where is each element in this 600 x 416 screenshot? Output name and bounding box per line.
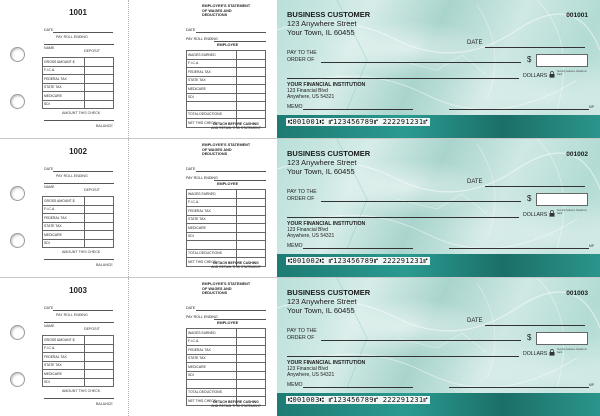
- dollar-sign: $: [527, 333, 532, 342]
- statement-row-label: NET THIS CHECK: [187, 397, 237, 406]
- binder-hole: [10, 47, 25, 62]
- stub-row-label: F.I.C.A.: [43, 344, 85, 353]
- check-number: 001003: [566, 290, 588, 297]
- stub-row-value[interactable]: [85, 231, 114, 240]
- statement-date-label: DATE: [186, 28, 196, 32]
- binder-hole: [10, 372, 25, 387]
- company-name: BUSINESS CUSTOMER: [287, 288, 371, 297]
- statement-row-label: MEDICARE: [187, 85, 237, 94]
- stub-row-label: F.I.C.A.: [43, 205, 85, 214]
- statement-row-value[interactable]: [237, 110, 266, 119]
- stub-row-label: FEDERAL TAX: [43, 353, 85, 362]
- stub-row-label: FEDERAL TAX: [43, 75, 85, 84]
- statement-row-label: TOTAL DEDUCTIONS: [187, 388, 237, 397]
- stub-balance-label: BALANCE: [96, 402, 113, 406]
- pay-to-label: [287, 189, 317, 202]
- memo-label: MEMO: [287, 104, 303, 110]
- statement-row: [187, 198, 266, 207]
- signature-field[interactable]: [449, 387, 589, 388]
- stub-date-label: DATE: [44, 167, 54, 171]
- check-number: 001001: [566, 12, 588, 19]
- stub-row: [43, 239, 114, 248]
- stub-row: [43, 231, 114, 240]
- statement-row: [187, 241, 266, 250]
- stub-row: [43, 83, 114, 92]
- stub-number: 1003: [69, 286, 87, 295]
- mp-label: MP: [589, 105, 595, 109]
- payee-field[interactable]: [321, 340, 521, 341]
- amount-field[interactable]: [536, 193, 588, 206]
- stub-row-value[interactable]: [85, 58, 114, 67]
- statement-row-label: F.I.C.A.: [187, 59, 237, 68]
- amount-words-field[interactable]: [287, 78, 519, 79]
- stub-row-label: STATE TAX: [43, 361, 85, 370]
- bank-name: YOUR FINANCIAL INSTITUTION: [287, 82, 366, 88]
- statement-row: [187, 232, 266, 241]
- mp-label: MP: [589, 383, 595, 387]
- divider: [128, 0, 129, 138]
- memo-field[interactable]: [303, 109, 413, 110]
- statement-row: [187, 388, 266, 397]
- statement-employee-label: EMPLOYEE: [217, 182, 239, 186]
- stub-deposit-label: DEPOSIT: [84, 327, 100, 331]
- statement-row: [187, 102, 266, 111]
- statement-pay-roll-label: PAY ROLL ENDING: [186, 37, 218, 41]
- company-address-line2: Your Town, IL 60455: [287, 306, 355, 315]
- bank-address-line1: 123 Financial Blvd: [287, 88, 328, 94]
- statement-row-label: STATE TAX: [187, 76, 237, 85]
- signature-field[interactable]: [449, 109, 589, 110]
- statement-title: EMPLOYEE'S STATEMENT OF WAGES AND DEDUCTIONS: [202, 4, 251, 17]
- statement-row-label: SDI: [187, 371, 237, 380]
- statement-row-label: SDI: [187, 93, 237, 102]
- stub-row-value[interactable]: [85, 370, 114, 379]
- stub-table: [42, 335, 114, 387]
- detach-line2: AND RETAIN THIS STATEMENT: [211, 404, 261, 408]
- micr-line: ⑆001003⑆ ⑈123456789⑈ 222291231⑈: [288, 396, 428, 404]
- statement-date-label: DATE: [186, 306, 196, 310]
- security-features-text: Security features. Details on back.: [557, 70, 587, 76]
- stub-row-value[interactable]: [85, 336, 114, 345]
- check-row: [0, 139, 600, 277]
- statement-row-label: [187, 241, 237, 250]
- mp-label: MP: [589, 244, 595, 248]
- company-address-line2: Your Town, IL 60455: [287, 28, 355, 37]
- stub-row-value[interactable]: [85, 222, 114, 231]
- statement-title: EMPLOYEE'S STATEMENT OF WAGES AND DEDUCTIONS: [202, 143, 251, 156]
- stub-deposit-label: DEPOSIT: [84, 49, 100, 53]
- stub-row: [43, 205, 114, 214]
- statement-row-value[interactable]: [237, 337, 266, 346]
- statement-row-label: MEDICARE: [187, 363, 237, 372]
- pay-to-label: [287, 50, 317, 63]
- dollars-label: DOLLARS: [523, 73, 548, 79]
- detach-note: [206, 261, 266, 269]
- stub-table: [42, 57, 114, 109]
- stub-row-value[interactable]: [85, 75, 114, 84]
- statement-row-value[interactable]: [237, 68, 266, 77]
- company-address-line1: 123 Anywhere Street: [287, 297, 357, 306]
- stub-row-label: STATE TAX: [43, 83, 85, 92]
- statement-row: [187, 346, 266, 355]
- padlock-icon: [549, 349, 555, 356]
- statement-row-label: WAGES EARNED: [187, 190, 237, 199]
- stub-number: 1001: [69, 8, 87, 17]
- statement-row: [187, 76, 266, 85]
- stub-row: [43, 66, 114, 75]
- statement-row-value[interactable]: [237, 354, 266, 363]
- stub-row: [43, 353, 114, 362]
- dollar-sign: $: [527, 55, 532, 64]
- statement-row: [187, 68, 266, 77]
- statement-row-label: FEDERAL TAX: [187, 68, 237, 77]
- memo-label: MEMO: [287, 382, 303, 388]
- bank-address-line2: Anywhere, US 54321: [287, 372, 335, 378]
- divider: [128, 139, 129, 277]
- register-stub: [38, 0, 118, 138]
- pay-to-line2: ORDER OF: [287, 195, 315, 202]
- statement-row-value[interactable]: [237, 371, 266, 380]
- statement-row-value[interactable]: [237, 51, 266, 60]
- statement-row-value[interactable]: [237, 249, 266, 258]
- stub-row-value[interactable]: [85, 92, 114, 101]
- security-features-text: Security features. Details on back.: [557, 348, 587, 354]
- bank-address-line2: Anywhere, US 54321: [287, 94, 335, 100]
- payee-field[interactable]: [321, 201, 521, 202]
- statement-row-value[interactable]: [237, 85, 266, 94]
- statement-employee-label: EMPLOYEE: [217, 43, 239, 47]
- stub-row-value[interactable]: [85, 239, 114, 248]
- statement-row-label: [187, 102, 237, 111]
- dollars-label: DOLLARS: [523, 212, 548, 218]
- statement-row: [187, 337, 266, 346]
- check: [277, 139, 600, 277]
- stub-row: [43, 197, 114, 206]
- statement-row-value[interactable]: [237, 329, 266, 338]
- stub-row-value[interactable]: [85, 205, 114, 214]
- stub-row-value[interactable]: [85, 361, 114, 370]
- detach-note: [206, 122, 266, 130]
- statement-row: [187, 85, 266, 94]
- stub-balance-label: BALANCE: [96, 124, 113, 128]
- stub-row-label: F.I.C.A.: [43, 66, 85, 75]
- statement-row: [187, 207, 266, 216]
- stub-row-value[interactable]: [85, 83, 114, 92]
- stub-row: [43, 100, 114, 109]
- statement-row-label: F.I.C.A.: [187, 198, 237, 207]
- memo-field[interactable]: [303, 387, 413, 388]
- statement-row: [187, 354, 266, 363]
- company-name: BUSINESS CUSTOMER: [287, 149, 371, 158]
- check-row: [0, 0, 600, 138]
- bank-address-line2: Anywhere, US 54321: [287, 233, 335, 239]
- statement-row: [187, 59, 266, 68]
- stub-pay-roll-ending-label: PAY ROLL ENDING: [56, 35, 88, 39]
- register-stub: [38, 278, 118, 416]
- bank-address-line1: 123 Financial Blvd: [287, 227, 328, 233]
- security-features-text: Security features. Details on back.: [557, 209, 587, 215]
- pay-to-line2: ORDER OF: [287, 56, 315, 63]
- micr-line: ⑆001001⑆ ⑈123456789⑈ 222291231⑈: [288, 118, 428, 126]
- statement-row: [187, 51, 266, 60]
- wage-statement: [182, 139, 268, 277]
- statement-row-value[interactable]: [237, 207, 266, 216]
- stub-row: [43, 92, 114, 101]
- stub-balance-label: BALANCE: [96, 263, 113, 267]
- stub-row-value[interactable]: [85, 353, 114, 362]
- statement-row-label: WAGES EARNED: [187, 329, 237, 338]
- wage-statement: [182, 278, 268, 416]
- stub-row-label: STATE TAX: [43, 222, 85, 231]
- stub-amount-label: AMOUNT THIS CHECK: [62, 250, 101, 254]
- stub-row-label: SDI: [43, 100, 85, 109]
- memo-label: MEMO: [287, 243, 303, 249]
- statement-row-label: TOTAL DEDUCTIONS: [187, 110, 237, 119]
- pay-to-line1: PAY TO THE: [287, 189, 317, 195]
- date-field[interactable]: [485, 47, 585, 48]
- stub-row: [43, 336, 114, 345]
- date-label: DATE: [467, 40, 483, 46]
- bank-address-line1: 123 Financial Blvd: [287, 366, 328, 372]
- stub-row-label: MEDICARE: [43, 370, 85, 379]
- statement-row-label: STATE TAX: [187, 354, 237, 363]
- statement-date-label: DATE: [186, 167, 196, 171]
- stub-amount-label: AMOUNT THIS CHECK: [62, 389, 101, 393]
- stub-row-label: FEDERAL TAX: [43, 214, 85, 223]
- pay-to-line1: PAY TO THE: [287, 328, 317, 334]
- payee-field[interactable]: [321, 62, 521, 63]
- statement-row-value[interactable]: [237, 59, 266, 68]
- statement-row-value[interactable]: [237, 232, 266, 241]
- statement-row-value[interactable]: [237, 224, 266, 233]
- company-name: BUSINESS CUSTOMER: [287, 10, 371, 19]
- statement-row-value[interactable]: [237, 388, 266, 397]
- detach-line2: AND RETAIN THIS STATEMENT: [211, 126, 261, 130]
- padlock-icon: [549, 71, 555, 78]
- stub-row-label: SDI: [43, 378, 85, 387]
- stub-date-label: DATE: [44, 306, 54, 310]
- stub-row-value[interactable]: [85, 197, 114, 206]
- pay-to-line2: ORDER OF: [287, 334, 315, 341]
- stub-row: [43, 75, 114, 84]
- statement-table: [186, 328, 266, 406]
- stub-row: [43, 58, 114, 67]
- stub-name-label: NAME: [44, 46, 55, 50]
- stub-row-value[interactable]: [85, 214, 114, 223]
- stub-row: [43, 370, 114, 379]
- statement-row-label: FEDERAL TAX: [187, 207, 237, 216]
- register-stub: [38, 139, 118, 277]
- stub-row-value[interactable]: [85, 100, 114, 109]
- statement-row-value[interactable]: [237, 363, 266, 372]
- statement-row-label: WAGES EARNED: [187, 51, 237, 60]
- statement-row-value[interactable]: [237, 190, 266, 199]
- stub-row-label: GROSS AMOUNT $: [43, 58, 85, 67]
- statement-pay-roll-label: PAY ROLL ENDING: [186, 315, 218, 319]
- stub-pay-roll-ending-label: PAY ROLL ENDING: [56, 313, 88, 317]
- wage-statement: [182, 0, 268, 138]
- statement-pay-roll-label: PAY ROLL ENDING: [186, 176, 218, 180]
- statement-row-value[interactable]: [237, 198, 266, 207]
- company-address-line1: 123 Anywhere Street: [287, 19, 357, 28]
- bank-name: YOUR FINANCIAL INSTITUTION: [287, 360, 366, 366]
- statement-row-label: MEDICARE: [187, 224, 237, 233]
- pay-to-line1: PAY TO THE: [287, 50, 317, 56]
- bank-name: YOUR FINANCIAL INSTITUTION: [287, 221, 366, 227]
- signature-field[interactable]: [449, 248, 589, 249]
- statement-row-label: FEDERAL TAX: [187, 346, 237, 355]
- stub-pay-roll-ending-label: PAY ROLL ENDING: [56, 174, 88, 178]
- stub-row: [43, 214, 114, 223]
- stub-row-label: SDI: [43, 239, 85, 248]
- detach-line1: DETACH BEFORE CASHING: [213, 122, 259, 126]
- amount-words-field[interactable]: [287, 356, 519, 357]
- statement-row: [187, 110, 266, 119]
- detach-note: [206, 400, 266, 408]
- check: [277, 278, 600, 416]
- memo-field[interactable]: [303, 248, 413, 249]
- dollars-label: DOLLARS: [523, 351, 548, 357]
- statement-row: [187, 249, 266, 258]
- date-label: DATE: [467, 318, 483, 324]
- statement-row: [187, 190, 266, 199]
- detach-line2: AND RETAIN THIS STATEMENT: [211, 265, 261, 269]
- statement-row-label: [187, 380, 237, 389]
- stub-row: [43, 378, 114, 387]
- amount-words-field[interactable]: [287, 217, 519, 218]
- stub-row-label: GROSS AMOUNT $: [43, 197, 85, 206]
- stub-number: 1002: [69, 147, 87, 156]
- pay-to-label: [287, 328, 317, 341]
- stub-row-label: MEDICARE: [43, 92, 85, 101]
- stub-name-label: NAME: [44, 324, 55, 328]
- stub-row-label: GROSS AMOUNT $: [43, 336, 85, 345]
- statement-row-value[interactable]: [237, 93, 266, 102]
- company-address-line1: 123 Anywhere Street: [287, 158, 357, 167]
- statement-row-label: STATE TAX: [187, 215, 237, 224]
- amount-field[interactable]: [536, 54, 588, 67]
- binder-hole: [10, 233, 25, 248]
- detach-line1: DETACH BEFORE CASHING: [213, 261, 259, 265]
- stub-row: [43, 361, 114, 370]
- stub-row-value[interactable]: [85, 344, 114, 353]
- statement-row-label: TOTAL DEDUCTIONS: [187, 249, 237, 258]
- stub-date-label: DATE: [44, 28, 54, 32]
- statement-row-value[interactable]: [237, 380, 266, 389]
- statement-row-value[interactable]: [237, 241, 266, 250]
- binder-hole: [10, 94, 25, 109]
- divider: [128, 278, 129, 416]
- stub-row-value[interactable]: [85, 66, 114, 75]
- statement-table: [186, 189, 266, 267]
- statement-table: [186, 50, 266, 128]
- check-number: 001002: [566, 151, 588, 158]
- date-label: DATE: [467, 179, 483, 185]
- statement-title: EMPLOYEE'S STATEMENT OF WAGES AND DEDUCTIONS: [202, 282, 251, 295]
- stub-row: [43, 344, 114, 353]
- statement-row: [187, 329, 266, 338]
- check-row: [0, 278, 600, 416]
- detach-line1: DETACH BEFORE CASHING: [213, 400, 259, 404]
- stub-name-label: NAME: [44, 185, 55, 189]
- statement-row-label: SDI: [187, 232, 237, 241]
- date-field[interactable]: [485, 186, 585, 187]
- statement-row-value[interactable]: [237, 215, 266, 224]
- stub-amount-label: AMOUNT THIS CHECK: [62, 111, 101, 115]
- statement-row-label: F.I.C.A.: [187, 337, 237, 346]
- statement-row: [187, 215, 266, 224]
- stub-table: [42, 196, 114, 248]
- stub-row-value[interactable]: [85, 378, 114, 387]
- dollar-sign: $: [527, 194, 532, 203]
- binder-hole: [10, 186, 25, 201]
- statement-row-label: NET THIS CHECK: [187, 258, 237, 267]
- check: [277, 0, 600, 138]
- statement-row: [187, 224, 266, 233]
- statement-row-value[interactable]: [237, 102, 266, 111]
- statement-employee-label: EMPLOYEE: [217, 321, 239, 325]
- date-field[interactable]: [485, 325, 585, 326]
- stub-row: [43, 222, 114, 231]
- stub-row-label: MEDICARE: [43, 231, 85, 240]
- statement-row: [187, 371, 266, 380]
- micr-line: ⑆001002⑆ ⑈123456789⑈ 222291231⑈: [288, 257, 428, 265]
- padlock-icon: [549, 210, 555, 217]
- company-address-line2: Your Town, IL 60455: [287, 167, 355, 176]
- statement-row-label: NET THIS CHECK: [187, 119, 237, 128]
- statement-row-value[interactable]: [237, 346, 266, 355]
- statement-row-value[interactable]: [237, 76, 266, 85]
- amount-field[interactable]: [536, 332, 588, 345]
- statement-row: [187, 380, 266, 389]
- stub-deposit-label: DEPOSIT: [84, 188, 100, 192]
- statement-row: [187, 363, 266, 372]
- statement-row: [187, 93, 266, 102]
- binder-hole: [10, 325, 25, 340]
